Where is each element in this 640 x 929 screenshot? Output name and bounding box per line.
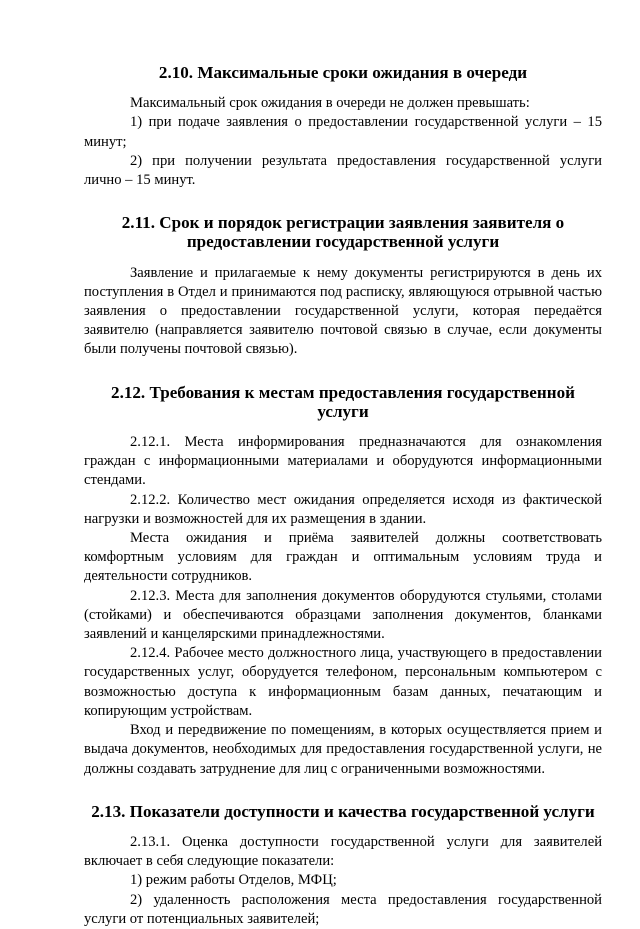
paragraph: Максимальный срок ожидания в очереди не должен превышать: (130, 95, 530, 112)
paragraph: 2.12.4. Рабочее место должностного лица, участвующего в предоставлении государственных услуг, оборудуется телефоном, персональным компьютером с возможностью доступа к информационным базам данных, печатающим и копирующим устройствам. (84, 645, 602, 719)
paragraph: 2.12.3. Места для заполнения документов оборудуются стульями, столами (стойками) и обеспечиваются образцами заполнения документов, бланками заявлений и канцелярскими принадлежностями. (84, 587, 602, 643)
paragraph: 2.13.1. Оценка доступности государственной услуги для заявителей включает в себя следующие показатели: (84, 833, 602, 870)
section-heading: 2.13. Показатели доступности и качества государственной услуги (91, 801, 595, 821)
paragraph: Места ожидания и приёма заявителей должны соответствовать комфортным условиям для граждан и оптимальным условиям труда и деятельности сотрудников. (84, 530, 602, 585)
paragraph: 2) удаленность расположения места предоставления государственной услуги от потенциальных заявителей; (84, 891, 602, 927)
paragraph: 2.12.2. Количество мест ожидания определяется исходя из фактической нагрузки и возможностей для их размещения в здании. (84, 491, 602, 527)
section-2-12 (84, 383, 602, 779)
paragraph: Вход и передвижение по помещениям, в которых осуществляется прием и выдача документов, необходимых для предоставления государственной услуги, не должны создавать затруднение для лиц с ограниченными возможностями. (84, 722, 602, 777)
paragraph: Заявление и прилагаемые к нему документы регистрируются в день их поступления в Отдел и принимаются под расписку, являющуюся отрывной частью заявления о предоставлении государственной услуги, которая передаётся заявителю (направляется заявителю почтовой связью в случае, если документы были получены почтовой связью). (84, 264, 602, 358)
section-2-11 (84, 213, 602, 359)
section-2-13 (84, 802, 602, 929)
paragraph: 2) при получении результата предоставления государственной услуги лично – 15 минут. (84, 152, 602, 189)
section-heading: 2.12. Требования к местам предоставления государственной услуги (111, 382, 575, 421)
section-heading: 2.11. Срок и порядок регистрации заявления заявителя о предоставлении государственной услуги (121, 213, 565, 252)
section-2-10 (84, 63, 602, 190)
paragraph: 1) при подаче заявления о предоставлении государственной услуги – 15 минут; (84, 114, 602, 150)
paragraph: 1) режим работы Отделов, МФЦ; (130, 872, 337, 889)
paragraph: 2.12.1. Места информирования предназначаются для ознакомления граждан с информационными материалами и оборудуются информационными стендами. (84, 434, 602, 489)
section-heading: 2.10. Максимальные сроки ожидания в очереди (158, 63, 528, 82)
